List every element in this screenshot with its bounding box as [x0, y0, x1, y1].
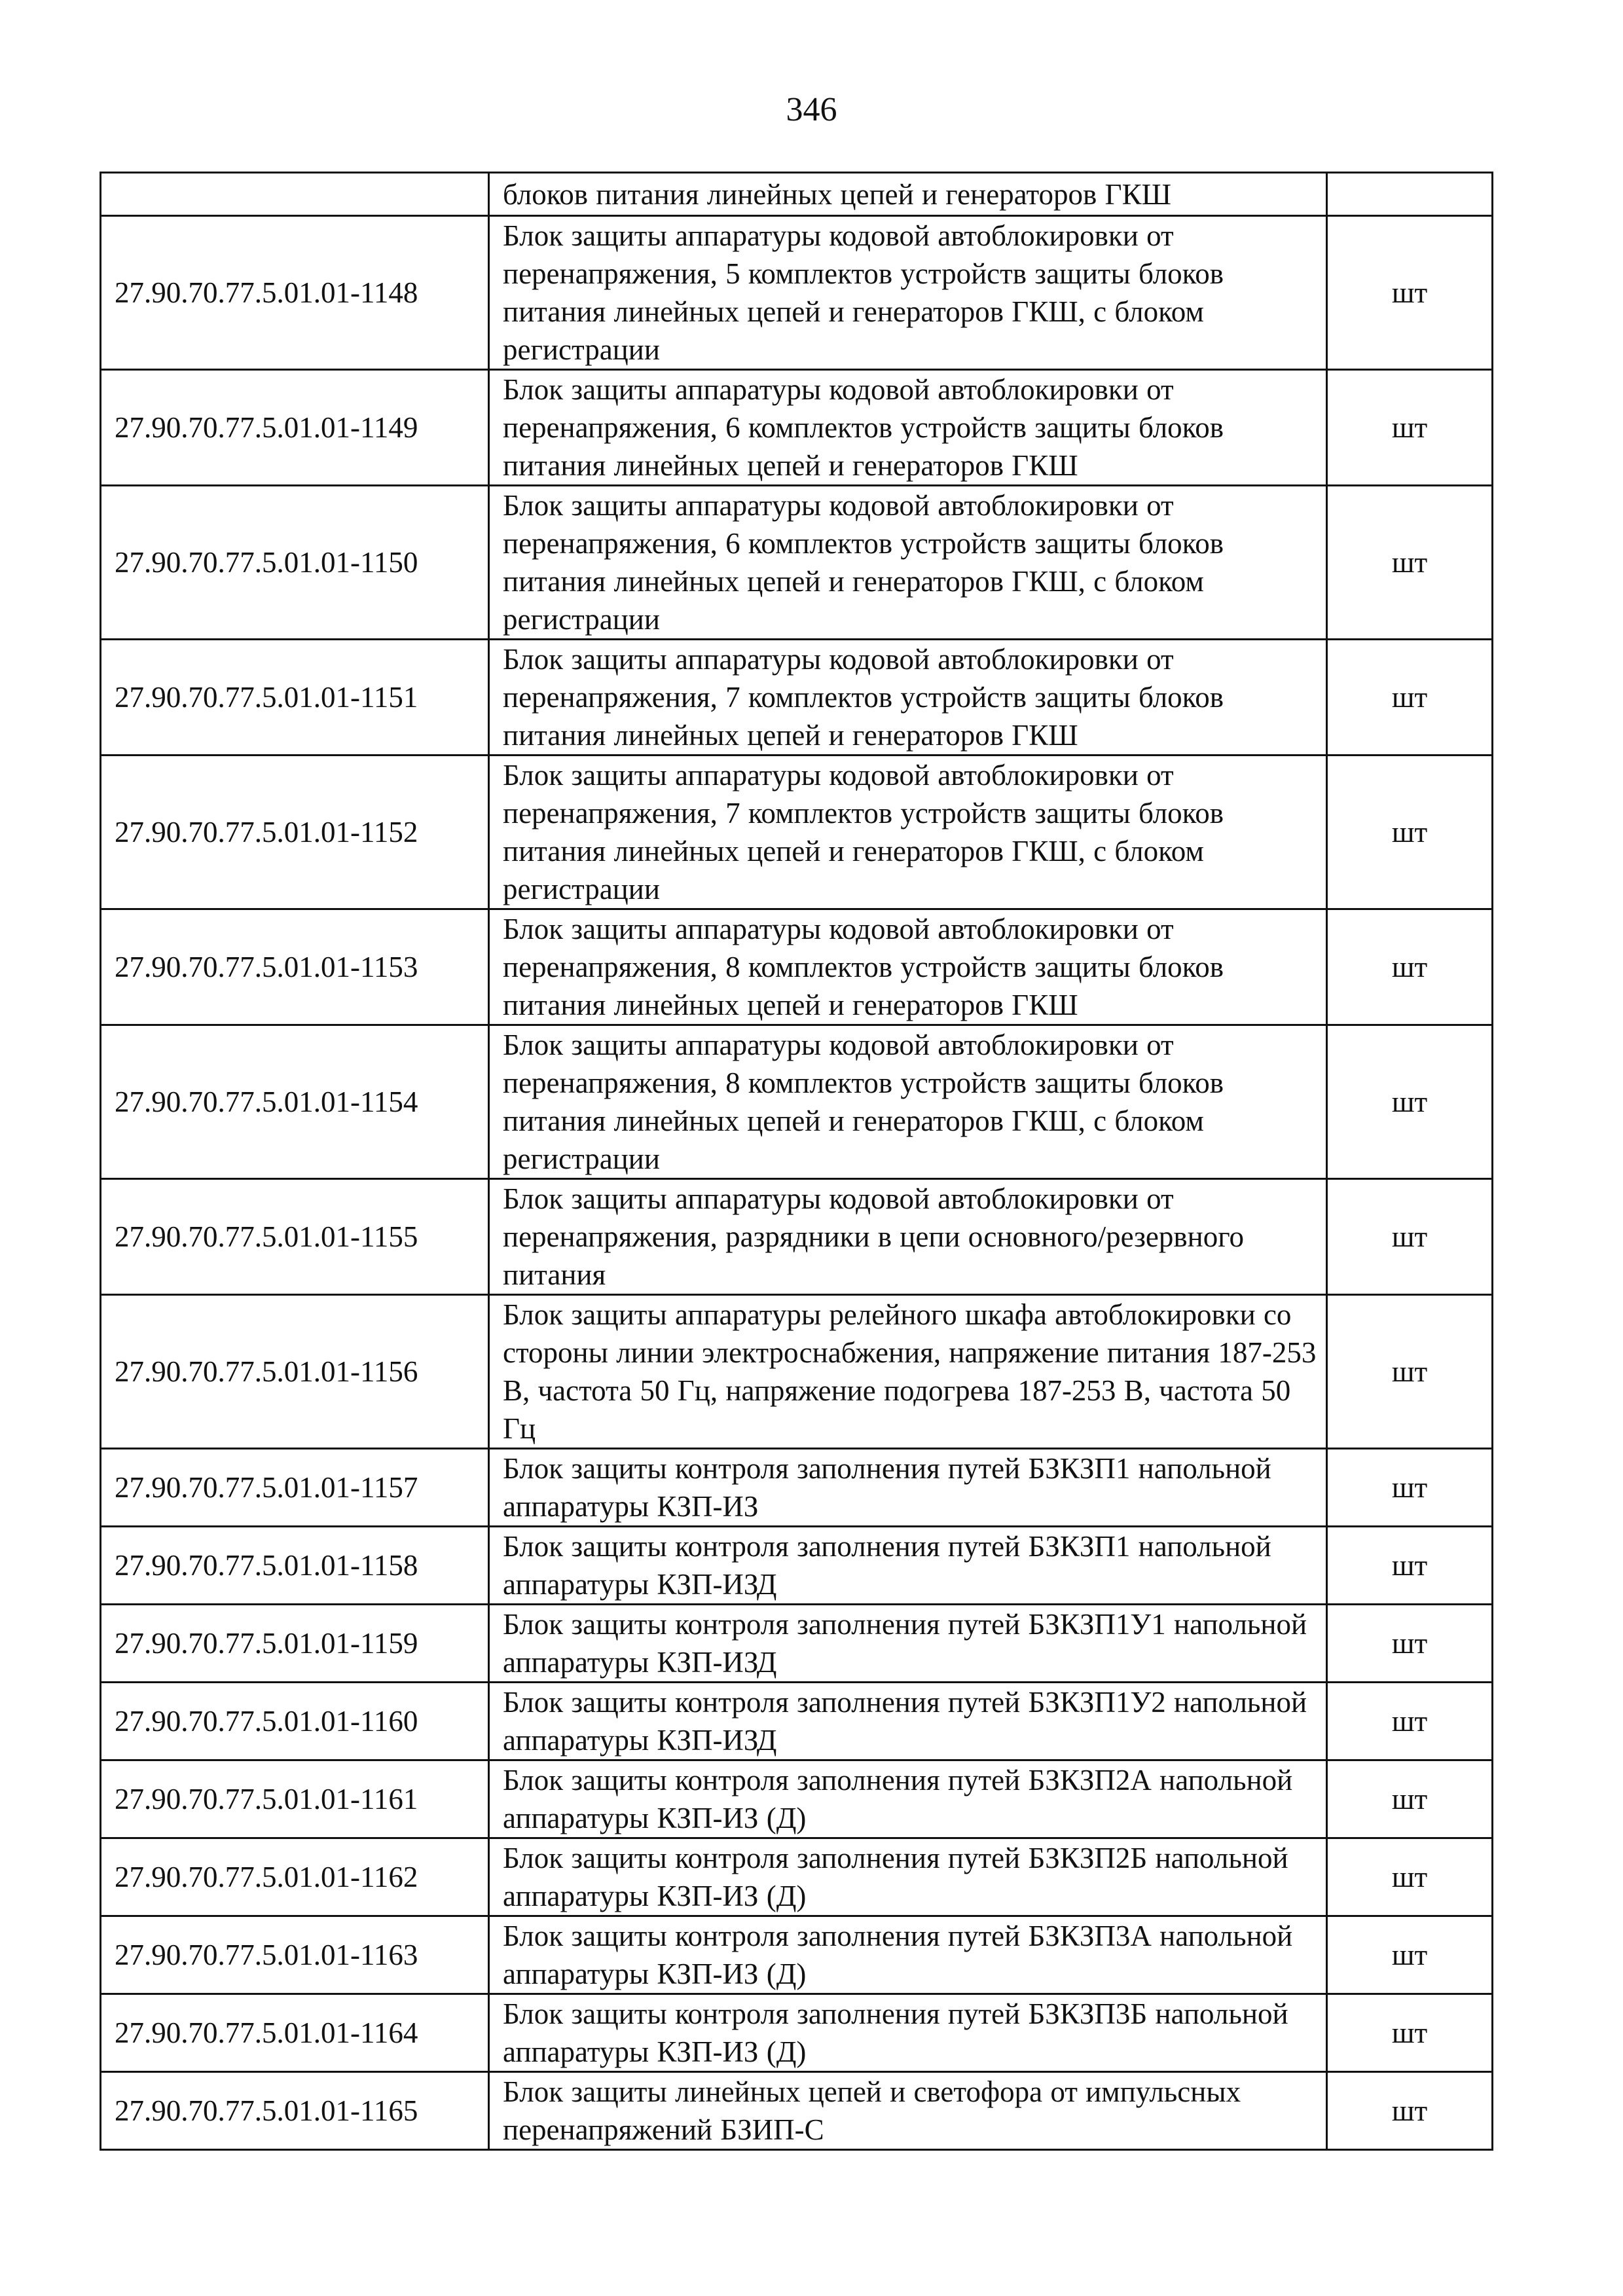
unit-cell: шт — [1327, 1760, 1493, 1838]
code-cell: 27.90.70.77.5.01.01-1151 — [101, 640, 489, 756]
table-row — [101, 1179, 1493, 1295]
code-cell — [101, 173, 489, 216]
code-cell: 27.90.70.77.5.01.01-1152 — [101, 756, 489, 909]
table-row — [101, 1295, 1493, 1449]
table-row — [101, 486, 1493, 640]
code-cell: 27.90.70.77.5.01.01-1148 — [101, 216, 489, 370]
table-row — [101, 1683, 1493, 1760]
table-row — [101, 1025, 1493, 1179]
code-cell: 27.90.70.77.5.01.01-1157 — [101, 1449, 489, 1527]
code-cell: 27.90.70.77.5.01.01-1159 — [101, 1605, 489, 1683]
table-row — [101, 173, 1493, 216]
name-cell: Блок защиты контроля заполнения путей БЗКЗП2Б напольной аппаратуры КЗП-ИЗ (Д) — [489, 1838, 1327, 1916]
code-cell: 27.90.70.77.5.01.01-1156 — [101, 1295, 489, 1449]
code-cell: 27.90.70.77.5.01.01-1149 — [101, 370, 489, 486]
resource-table-body — [101, 173, 1493, 2150]
table-row — [101, 640, 1493, 756]
unit-cell: шт — [1327, 1994, 1493, 2072]
table-row — [101, 1449, 1493, 1527]
unit-cell: шт — [1327, 2072, 1493, 2150]
code-cell: 27.90.70.77.5.01.01-1154 — [101, 1025, 489, 1179]
unit-cell: шт — [1327, 216, 1493, 370]
name-cell: Блок защиты аппаратуры кодовой автоблокировки от перенапряжения, 8 комплектов устройств защиты блоков питания линейных цепей и генераторов ГКШ — [489, 909, 1327, 1025]
unit-cell: шт — [1327, 1025, 1493, 1179]
unit-cell: шт — [1327, 1605, 1493, 1683]
table-row — [101, 909, 1493, 1025]
code-cell: 27.90.70.77.5.01.01-1162 — [101, 1838, 489, 1916]
unit-cell: шт — [1327, 1179, 1493, 1295]
name-cell: Блок защиты контроля заполнения путей БЗКЗП1У2 напольной аппаратуры КЗП-ИЗД — [489, 1683, 1327, 1760]
table-row — [101, 1916, 1493, 1994]
unit-cell: шт — [1327, 909, 1493, 1025]
code-cell: 27.90.70.77.5.01.01-1150 — [101, 486, 489, 640]
unit-cell: шт — [1327, 1527, 1493, 1605]
resource-table — [100, 172, 1493, 2151]
table-row — [101, 1527, 1493, 1605]
unit-cell: шт — [1327, 1838, 1493, 1916]
unit-cell — [1327, 173, 1493, 216]
unit-cell: шт — [1327, 640, 1493, 756]
name-cell: Блок защиты контроля заполнения путей БЗКЗП1У1 напольной аппаратуры КЗП-ИЗД — [489, 1605, 1327, 1683]
table-row — [101, 1994, 1493, 2072]
unit-cell: шт — [1327, 1683, 1493, 1760]
name-cell: Блок защиты аппаратуры кодовой автоблокировки от перенапряжения, 5 комплектов устройств защиты блоков питания линейных цепей и генераторов ГКШ, с блоком регистрации — [489, 216, 1327, 370]
code-cell: 27.90.70.77.5.01.01-1164 — [101, 1994, 489, 2072]
name-cell: Блок защиты контроля заполнения путей БЗКЗП3Б напольной аппаратуры КЗП-ИЗ (Д) — [489, 1994, 1327, 2072]
unit-cell: шт — [1327, 1295, 1493, 1449]
name-cell: Блок защиты аппаратуры кодовой автоблокировки от перенапряжения, 7 комплектов устройств защиты блоков питания линейных цепей и генераторов ГКШ, с блоком регистрации — [489, 756, 1327, 909]
table-row — [101, 756, 1493, 909]
code-cell: 27.90.70.77.5.01.01-1160 — [101, 1683, 489, 1760]
table-row — [101, 1760, 1493, 1838]
table-row — [101, 2072, 1493, 2150]
unit-cell: шт — [1327, 486, 1493, 640]
name-cell: Блок защиты линейных цепей и светофора от импульсных перенапряжений БЗИП-С — [489, 2072, 1327, 2150]
unit-cell: шт — [1327, 1449, 1493, 1527]
name-cell: блоков питания линейных цепей и генераторов ГКШ — [489, 173, 1327, 216]
name-cell: Блок защиты контроля заполнения путей БЗКЗП1 напольной аппаратуры КЗП-ИЗ — [489, 1449, 1327, 1527]
code-cell: 27.90.70.77.5.01.01-1158 — [101, 1527, 489, 1605]
name-cell: Блок защиты аппаратуры кодовой автоблокировки от перенапряжения, 6 комплектов устройств защиты блоков питания линейных цепей и генераторов ГКШ, с блоком регистрации — [489, 486, 1327, 640]
code-cell: 27.90.70.77.5.01.01-1163 — [101, 1916, 489, 1994]
name-cell: Блок защиты контроля заполнения путей БЗКЗП3А напольной аппаратуры КЗП-ИЗ (Д) — [489, 1916, 1327, 1994]
name-cell: Блок защиты аппаратуры кодовой автоблокировки от перенапряжения, 6 комплектов устройств защиты блоков питания линейных цепей и генераторов ГКШ — [489, 370, 1327, 486]
name-cell: Блок защиты контроля заполнения путей БЗКЗП1 напольной аппаратуры КЗП-ИЗД — [489, 1527, 1327, 1605]
code-cell: 27.90.70.77.5.01.01-1161 — [101, 1760, 489, 1838]
unit-cell: шт — [1327, 756, 1493, 909]
unit-cell: шт — [1327, 370, 1493, 486]
table-row — [101, 1605, 1493, 1683]
name-cell: Блок защиты аппаратуры кодовой автоблокировки от перенапряжения, разрядники в цепи основного/резервного питания — [489, 1179, 1327, 1295]
name-cell: Блок защиты аппаратуры релейного шкафа автоблокировки со стороны линии электроснабжения, напряжение питания 187-253 В, частота 50 Гц, напряжение подогрева 187-253 В, частота 50 Гц — [489, 1295, 1327, 1449]
page-number: 346 — [786, 91, 837, 128]
name-cell: Блок защиты контроля заполнения путей БЗКЗП2А напольной аппаратуры КЗП-ИЗ (Д) — [489, 1760, 1327, 1838]
name-cell: Блок защиты аппаратуры кодовой автоблокировки от перенапряжения, 7 комплектов устройств защиты блоков питания линейных цепей и генераторов ГКШ — [489, 640, 1327, 756]
table-row — [101, 216, 1493, 370]
code-cell: 27.90.70.77.5.01.01-1165 — [101, 2072, 489, 2150]
unit-cell: шт — [1327, 1916, 1493, 1994]
table-row — [101, 1838, 1493, 1916]
code-cell: 27.90.70.77.5.01.01-1153 — [101, 909, 489, 1025]
name-cell: Блок защиты аппаратуры кодовой автоблокировки от перенапряжения, 8 комплектов устройств защиты блоков питания линейных цепей и генераторов ГКШ, с блоком регистрации — [489, 1025, 1327, 1179]
table-row — [101, 370, 1493, 486]
code-cell: 27.90.70.77.5.01.01-1155 — [101, 1179, 489, 1295]
